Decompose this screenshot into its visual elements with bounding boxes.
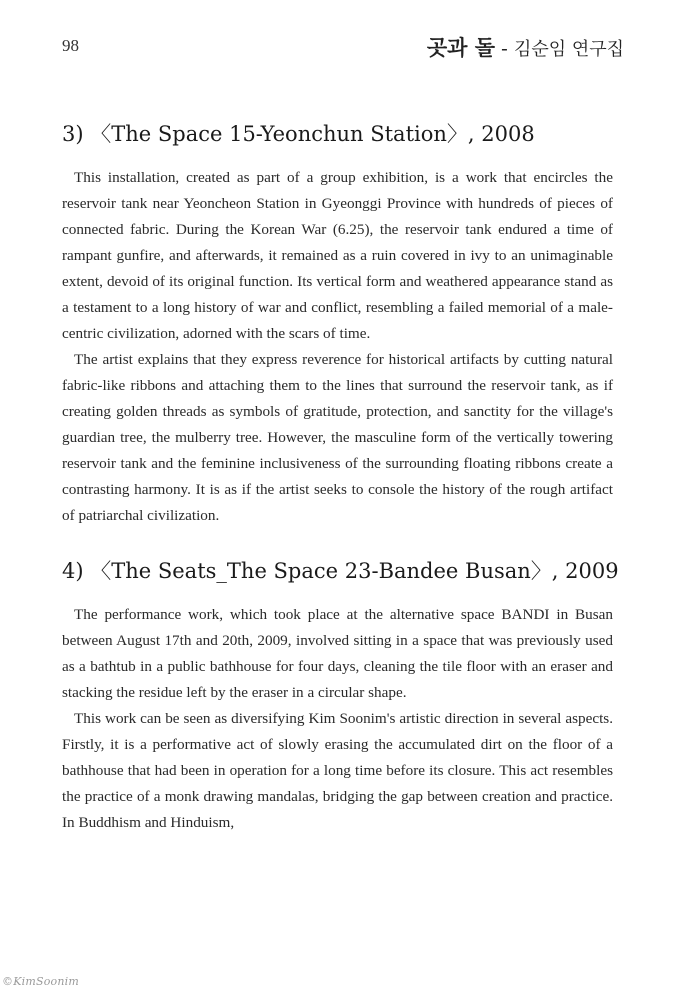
body-paragraph: The performance work, which took place at the alternative space BANDI in Busan between August 17th and 20th, 2009, involved sitting in a space that was previously used as a bathtub in a public bathhouse for four days, cleaning the tile floor with an eraser and stacking the residue left by the eraser in a circular shape. xyxy=(62,606,613,701)
section-space-15 xyxy=(62,118,613,529)
running-head xyxy=(427,32,624,62)
running-head-separator: - xyxy=(495,38,514,60)
body-paragraph: The artist explains that they express reverence for historical artifacts by cutting natural fabric-like ribbons and attaching them to the lines that surround the reservoir tank, as if creating golden threads as symbols of gratitude, protection, and sanctity for the village's guardian tree, the mulberry tree. However, the masculine form of the vertically towering reservoir tank and the feminine inclusiveness of the surrounding floating ribbons create a contrasting harmony. It is as if the artist seeks to console the history of the rough artifact of patriarchal civilization. xyxy=(62,351,613,524)
copyright-watermark: ©KimSoonim xyxy=(2,975,79,988)
section-space-23 xyxy=(62,555,619,836)
section-heading: 4) 〈The Seats_The Space 23-Bandee Busan〉, 2009 xyxy=(62,559,619,583)
page-number: 98 xyxy=(62,36,79,55)
book-title: 곳과 돌 xyxy=(426,36,495,60)
book-subtitle: 김순임 연구집 xyxy=(513,39,624,60)
body-paragraph: This installation, created as part of a group exhibition, is a work that encircles the reservoir tank near Yeoncheon Station in Gyeonggi Province with hundreds of pieces of connected fabric. During the Korean War (6.25), the reservoir tank endured a time of rampant gunfire, and afterwards, it remained as a ruin covered in ivy to an unimaginable extent, devoid of its original function. Its vertical form and weathered appearance stand as a testament to a long history of war and conflict, resembling a failed memorial of a male-centric civilization, adorned with the scars of time. xyxy=(62,169,613,342)
body-paragraph: This work can be seen as diversifying Kim Soonim's artistic direction in several aspects. Firstly, it is a performative act of slowly erasing the accumulated dirt on the floor of a bathhouse that had been in operation for a long time before its closure. This act resembles the practice of a monk drawing mandalas, bridging the gap between creation and practice. In Buddhism and Hinduism, xyxy=(62,710,613,831)
page-body xyxy=(62,118,619,836)
section-heading: 3) 〈The Space 15-Yeonchun Station〉, 2008 xyxy=(62,122,535,146)
